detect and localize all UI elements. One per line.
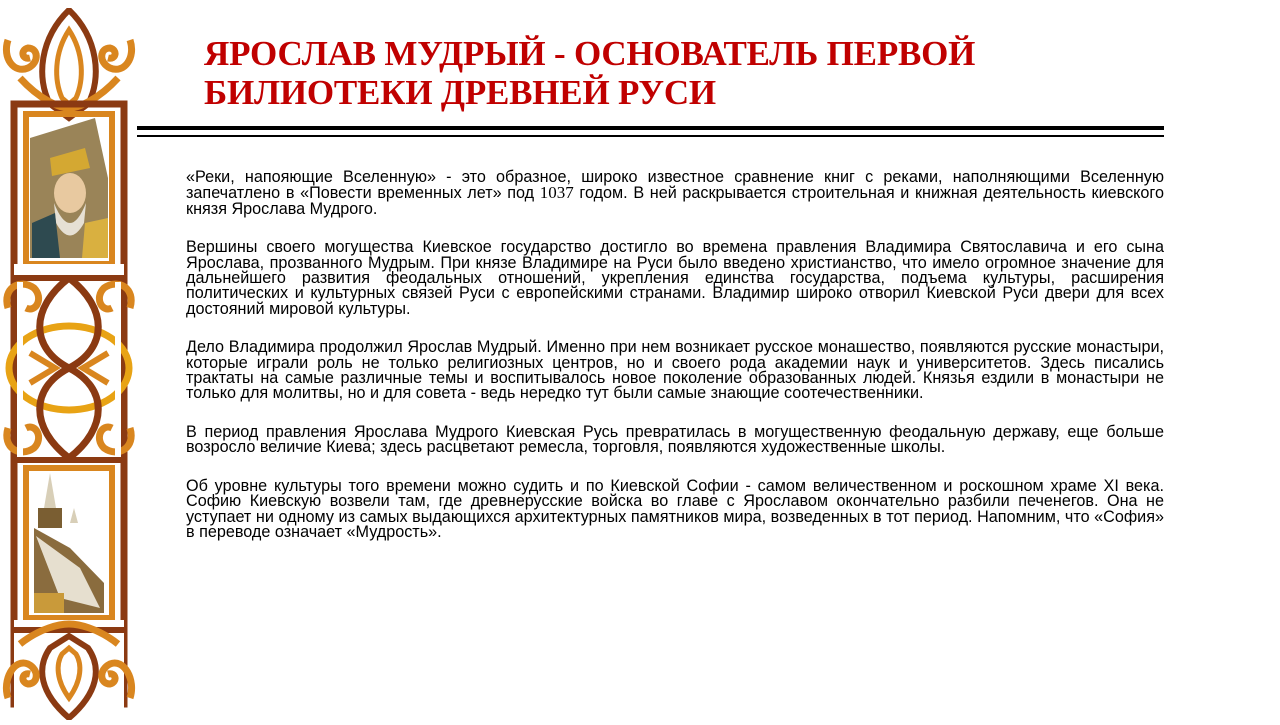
paragraph-2: Вершины своего могущества Киевское государство достигло во времена правления Владимира Святославича и его сына Ярослава, прозванного Мудрым. При князе Владимире на Руси было введено христианство, что имело огромное значение для дальнейшего развития феодальных отношений, укрепления единства государства, подъема культуры, расширения политических и культурных связей Руси с европейскими странами. Владимир широко отворил Киевской Руси двери для всех достояний мировой культуры. (186, 238, 1164, 318)
ornamental-left-border (0, 8, 138, 720)
title-divider-thick (137, 126, 1164, 130)
paragraph-1: «Реки, напояющие Вселенную» - это образное, широко известное сравнение книг с реками, наполняющими Вселенную запечатлено в «Повести временных лет» под 1037 годом. В ней раскрывается строительная и книжная деятельность киевского князя Ярослава Мудрого. (186, 168, 1164, 218)
title-line-1: ЯРОСЛАВ МУДРЫЙ - ОСНОВАТЕЛЬ ПЕРВОЙ (204, 34, 976, 73)
title-line-2: БИЛИОТЕКИ ДРЕВНЕЙ РУСИ (204, 73, 716, 112)
wooden-church-image (34, 473, 104, 613)
slide-body (186, 170, 1164, 563)
slide-title (204, 34, 1104, 112)
knotwork-ornament-icon (0, 8, 138, 720)
title-divider-thin (137, 135, 1164, 137)
bottom-finial-ornament (6, 620, 131, 720)
prince-portrait-image (30, 118, 108, 258)
middle-knot-ornament (7, 264, 131, 460)
year-1037: 1037 (539, 183, 574, 203)
paragraph-5: Об уровне культуры того времени можно судить и по Киевской Софии - самом величественном и роскошном храме XI века. Софию Киевскую возвели там, где древнерусские войска во главе с Ярославом окончательно разбили печенегов. Она не уступает ни одному из самых выдающихся архитектурных памятников мира, возведенных в тот период. Напомним, что «София» в переводе означает «Мудрость». (186, 476, 1164, 541)
paragraph-4: В период правления Ярослава Мудрого Киевская Русь превратилась в могущественную феодальную державу, еще больше возросло величие Киева; здесь расцветают ремесла, торговля, появляются художественные школы. (186, 422, 1164, 457)
paragraph-3: Дело Владимира продолжил Ярослав Мудрый. Именно при нем возникает русское монашество, появляются русские монастыри, которые играли роль не только религиозных центров, но и своего рода академии наук и университетов. Здесь писались трактаты на самые различные темы и воспитывалось новое поколение образованных людей. Князья ездили в монастыри не только для молитвы, но и для совета - ведь нередко тут были самые знающие соотечественники. (186, 338, 1164, 403)
